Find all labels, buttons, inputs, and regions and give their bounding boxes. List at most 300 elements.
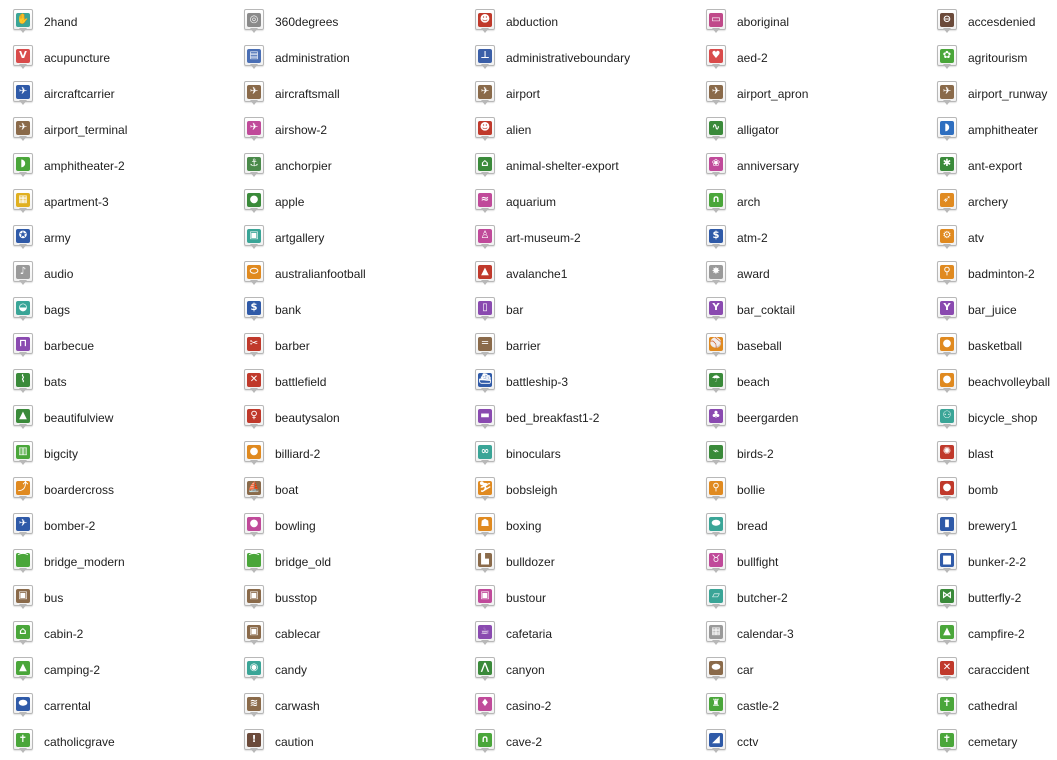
icon-item[interactable]	[693, 220, 924, 256]
pin-tail	[19, 64, 27, 69]
icon-item[interactable]	[0, 184, 231, 220]
icon-item[interactable]	[0, 580, 231, 616]
pin-face	[937, 477, 957, 498]
pin-face	[475, 297, 495, 318]
icon-item[interactable]	[0, 436, 231, 472]
pin-face	[706, 45, 726, 66]
pin-glyph: ▲	[16, 661, 30, 675]
icon-item[interactable]	[462, 148, 693, 184]
icon-item[interactable]	[0, 220, 231, 256]
pin-glyph: ⋈	[942, 589, 952, 601]
badminton-2-icon	[937, 261, 957, 287]
icon-item[interactable]	[924, 40, 1057, 76]
pin-glyph: ♦	[478, 697, 492, 711]
icon-item[interactable]	[0, 112, 231, 148]
icon-label: boardercross	[44, 483, 115, 497]
icon-label: atm-2	[737, 231, 768, 245]
pin-glyph: ❀	[709, 157, 723, 171]
pin-face	[706, 729, 726, 750]
icon-item[interactable]	[231, 364, 462, 400]
pin-glyph: ▣	[478, 589, 492, 603]
pin-tail	[481, 352, 489, 357]
pin-face	[937, 297, 957, 318]
pin-glyph: ⛵	[247, 481, 261, 493]
pin-face	[706, 81, 726, 102]
icon-item[interactable]	[924, 76, 1057, 112]
icon-item[interactable]	[924, 724, 1057, 760]
icon-item[interactable]	[0, 508, 231, 544]
pin-tail	[712, 568, 720, 573]
pin-glyph: ☻	[479, 13, 491, 25]
icon-item[interactable]	[693, 292, 924, 328]
icon-item[interactable]	[693, 436, 924, 472]
icon-item[interactable]	[231, 436, 462, 472]
bollie-icon	[706, 477, 726, 503]
pin-glyph: ♜	[709, 697, 723, 711]
icon-item[interactable]	[462, 292, 693, 328]
pin-tail	[943, 172, 951, 177]
canyon-icon	[475, 657, 495, 683]
icon-item[interactable]	[924, 544, 1057, 580]
icon-item[interactable]	[231, 508, 462, 544]
icon-item[interactable]	[462, 112, 693, 148]
icon-item[interactable]	[231, 4, 462, 40]
pin-face	[244, 549, 264, 570]
pin-tail	[712, 316, 720, 321]
pin-face	[244, 477, 264, 498]
icon-item[interactable]	[693, 652, 924, 688]
pin-face	[475, 261, 495, 282]
pin-face	[937, 405, 957, 426]
icon-item[interactable]	[462, 4, 693, 40]
icon-item[interactable]	[0, 652, 231, 688]
pin-glyph: ⋀	[478, 661, 492, 675]
icon-label: bats	[44, 375, 67, 389]
icon-item[interactable]	[693, 472, 924, 508]
icon-item[interactable]	[462, 184, 693, 220]
pin-glyph: ✈	[247, 85, 261, 99]
archery-icon	[937, 189, 957, 215]
pin-face	[244, 729, 264, 750]
pin-face	[13, 549, 33, 570]
icon-label: beautysalon	[275, 411, 340, 425]
icon-item[interactable]	[0, 688, 231, 724]
icon-label: cafetaria	[506, 627, 553, 641]
pin-face	[706, 153, 726, 174]
pin-glyph: Y	[940, 301, 954, 315]
pin-glyph: ∩	[478, 733, 492, 747]
pin-face	[706, 585, 726, 606]
pin-glyph: $	[247, 301, 261, 315]
barber-icon	[244, 333, 264, 359]
icon-item[interactable]	[462, 724, 693, 760]
pin-tail	[943, 136, 951, 141]
icon-label: 360degrees	[275, 15, 339, 29]
icon-item[interactable]	[462, 364, 693, 400]
pin-tail	[19, 604, 27, 609]
pin-glyph: ≈	[478, 193, 492, 207]
icon-label: badminton-2	[968, 267, 1035, 281]
icon-item[interactable]	[924, 4, 1057, 40]
carwash-icon	[244, 693, 264, 719]
icon-label: administration	[275, 51, 350, 65]
pin-tail	[712, 28, 720, 33]
pin-glyph: ▣	[247, 589, 261, 603]
pin-glyph: ✈	[16, 85, 30, 99]
pin-face	[13, 333, 33, 354]
pin-face	[13, 117, 33, 138]
icon-item[interactable]	[693, 148, 924, 184]
pin-tail	[712, 172, 720, 177]
icon-item[interactable]	[231, 724, 462, 760]
icon-item[interactable]	[924, 112, 1057, 148]
icon-item[interactable]	[924, 184, 1057, 220]
icon-item[interactable]	[693, 616, 924, 652]
icon-label: blast	[968, 447, 994, 461]
pin-face	[244, 117, 264, 138]
icon-label: butterfly-2	[968, 591, 1022, 605]
icon-item[interactable]	[693, 724, 924, 760]
icon-item[interactable]	[0, 616, 231, 652]
pin-glyph: ▦	[16, 193, 30, 207]
icon-item[interactable]	[693, 364, 924, 400]
icon-item[interactable]	[693, 256, 924, 292]
icon-label: acupuncture	[44, 51, 111, 65]
pin-tail	[943, 424, 951, 429]
pin-face	[706, 513, 726, 534]
pin-glyph: ▮	[940, 517, 954, 531]
pin-face	[13, 45, 33, 66]
pin-glyph: ▥	[16, 445, 30, 459]
icon-label: battleship-3	[506, 375, 569, 389]
icon-label: atv	[968, 231, 985, 245]
pin-face	[937, 81, 957, 102]
icon-item[interactable]	[231, 220, 462, 256]
pin-glyph: ♣	[709, 409, 723, 423]
icon-item[interactable]	[924, 652, 1057, 688]
pin-face	[13, 513, 33, 534]
pin-face	[475, 189, 495, 210]
icon-item[interactable]	[693, 508, 924, 544]
atv-icon	[937, 225, 957, 251]
pin-tail	[481, 172, 489, 177]
icon-item[interactable]	[462, 616, 693, 652]
pin-face	[244, 189, 264, 210]
pin-glyph: ✝	[16, 733, 30, 747]
pin-glyph: ♥	[709, 49, 723, 63]
carrental-icon	[13, 693, 33, 719]
pin-tail	[250, 640, 258, 645]
icon-label: animal-shelter-export	[506, 159, 619, 173]
agritourism-icon	[937, 45, 957, 71]
icon-item[interactable]	[231, 616, 462, 652]
pin-face	[475, 549, 495, 570]
cctv-icon	[706, 729, 726, 755]
pin-glyph: ◒	[16, 301, 30, 315]
pin-tail	[481, 712, 489, 717]
abduction-icon	[475, 9, 495, 35]
icon-label: canyon	[506, 663, 545, 677]
icon-item[interactable]	[0, 724, 231, 760]
icon-item[interactable]	[693, 4, 924, 40]
icon-item[interactable]	[924, 148, 1057, 184]
pin-glyph: ▲	[478, 265, 492, 279]
pin-glyph: ✿	[940, 49, 954, 63]
icon-label: beach	[737, 375, 770, 389]
bar_juice-icon	[937, 297, 957, 323]
icon-item[interactable]	[462, 220, 693, 256]
pin-tail	[19, 676, 27, 681]
icon-item[interactable]	[231, 112, 462, 148]
icon-item[interactable]	[231, 580, 462, 616]
pin-tail	[943, 244, 951, 249]
icon-label: avalanche1	[506, 267, 568, 281]
anniversary-icon	[706, 153, 726, 179]
pin-glyph: ▭	[709, 13, 723, 27]
icon-item[interactable]	[693, 76, 924, 112]
pin-glyph: ✱	[940, 157, 954, 171]
pin-face	[937, 369, 957, 390]
pin-face	[13, 225, 33, 246]
pin-glyph: ⌂	[16, 625, 30, 639]
icon-label: bread	[737, 519, 768, 533]
pin-tail	[943, 676, 951, 681]
pin-glyph: ✈	[940, 85, 954, 99]
icon-item[interactable]	[462, 544, 693, 580]
icon-item[interactable]	[924, 508, 1057, 544]
pin-tail	[19, 280, 27, 285]
pin-tail	[943, 352, 951, 357]
icon-item[interactable]	[924, 688, 1057, 724]
pin-glyph: ✺	[940, 445, 954, 459]
pin-glyph: ▲	[940, 625, 954, 639]
icon-item[interactable]	[462, 328, 693, 364]
icon-item[interactable]	[924, 400, 1057, 436]
atm-2-icon	[706, 225, 726, 251]
pin-glyph: ⚇	[940, 409, 954, 423]
pin-tail	[712, 712, 720, 717]
icon-label: boat	[275, 483, 299, 497]
icon-item[interactable]	[231, 544, 462, 580]
icon-item[interactable]	[0, 40, 231, 76]
pin-face	[13, 81, 33, 102]
icon-label: apple	[275, 195, 305, 209]
icon-item[interactable]	[693, 112, 924, 148]
aboriginal-icon	[706, 9, 726, 35]
pin-glyph: ✝	[940, 733, 954, 747]
pin-glyph: ⤴	[18, 481, 28, 493]
calendar-3-icon	[706, 621, 726, 647]
icon-item[interactable]	[0, 328, 231, 364]
bank-icon	[244, 297, 264, 323]
icon-item[interactable]	[693, 328, 924, 364]
pin-tail	[250, 352, 258, 357]
pin-tail	[712, 208, 720, 213]
pin-glyph: ✕	[940, 661, 954, 675]
pin-tail	[943, 64, 951, 69]
icon-item[interactable]	[693, 40, 924, 76]
pin-glyph: ▲	[16, 409, 30, 423]
icon-item[interactable]	[924, 580, 1057, 616]
pin-glyph: ♙	[478, 229, 492, 243]
icon-item[interactable]	[231, 256, 462, 292]
pin-face	[475, 657, 495, 678]
icon-label: administrativeboundary	[506, 51, 631, 65]
pin-tail	[712, 244, 720, 249]
icon-label: ant-export	[968, 159, 1023, 173]
icon-label: car	[737, 663, 754, 677]
icon-item[interactable]	[462, 76, 693, 112]
australianfootball-icon	[244, 261, 264, 287]
candy-icon	[244, 657, 264, 683]
icon-item[interactable]	[462, 472, 693, 508]
pin-face	[244, 225, 264, 246]
icon-item[interactable]	[462, 508, 693, 544]
pin-tail	[481, 640, 489, 645]
icon-label: anchorpier	[275, 159, 332, 173]
administrativeboundary-icon	[475, 45, 495, 71]
icon-item[interactable]	[693, 688, 924, 724]
icon-item[interactable]	[0, 76, 231, 112]
cave-2-icon	[475, 729, 495, 755]
icon-item[interactable]	[0, 4, 231, 40]
pin-tail	[481, 424, 489, 429]
alligator-icon	[706, 117, 726, 143]
pin-glyph: ∿	[709, 121, 723, 135]
beergarden-icon	[706, 405, 726, 431]
icon-label: arch	[737, 195, 761, 209]
icon-item[interactable]	[924, 616, 1057, 652]
icon-item[interactable]	[231, 688, 462, 724]
artgallery-icon	[244, 225, 264, 251]
cafetaria-icon	[475, 621, 495, 647]
pin-face	[937, 189, 957, 210]
bar_coktail-icon	[706, 297, 726, 323]
icon-label: alligator	[737, 123, 780, 137]
amphitheater-2-icon	[13, 153, 33, 179]
pin-glyph: ✸	[709, 265, 723, 279]
icon-item[interactable]	[231, 400, 462, 436]
pin-glyph: ⌒	[18, 553, 28, 565]
icon-item[interactable]	[231, 292, 462, 328]
icon-item[interactable]	[462, 580, 693, 616]
pin-face	[937, 729, 957, 750]
pin-glyph: ⬬	[709, 661, 723, 675]
audio-icon	[13, 261, 33, 287]
icon-item[interactable]	[924, 364, 1057, 400]
pin-face	[937, 693, 957, 714]
pin-tail	[943, 28, 951, 33]
pin-face	[475, 405, 495, 426]
pin-tail	[712, 748, 720, 753]
pin-glyph: ⌇	[16, 373, 30, 387]
pin-face	[13, 369, 33, 390]
airport_runway-icon	[937, 81, 957, 107]
icon-label: airport_runway	[968, 87, 1048, 101]
icon-label: beachvolleyball	[968, 375, 1051, 389]
pin-face	[706, 369, 726, 390]
pin-face	[13, 657, 33, 678]
pin-glyph: ◎	[247, 13, 261, 27]
pin-face	[937, 153, 957, 174]
icon-item[interactable]	[231, 148, 462, 184]
icon-item[interactable]	[693, 184, 924, 220]
apartment-3-icon	[13, 189, 33, 215]
icon-item[interactable]	[231, 40, 462, 76]
alien-icon	[475, 117, 495, 143]
icon-item[interactable]	[924, 472, 1057, 508]
icon-item[interactable]	[0, 544, 231, 580]
anchorpier-icon	[244, 153, 264, 179]
icon-item[interactable]	[462, 688, 693, 724]
icon-item[interactable]	[231, 472, 462, 508]
pin-tail	[943, 496, 951, 501]
icon-item[interactable]	[462, 400, 693, 436]
icon-item[interactable]	[924, 256, 1057, 292]
icon-item[interactable]	[693, 580, 924, 616]
pin-tail	[250, 172, 258, 177]
icon-item[interactable]	[924, 292, 1057, 328]
pin-face	[475, 441, 495, 462]
pin-glyph: ✋	[16, 13, 30, 25]
pin-tail	[19, 748, 27, 753]
icon-item[interactable]	[0, 364, 231, 400]
pin-tail	[481, 316, 489, 321]
icon-item[interactable]	[462, 40, 693, 76]
aed-2-icon	[706, 45, 726, 71]
pin-glyph: ☕	[478, 625, 492, 639]
icon-item[interactable]	[462, 436, 693, 472]
pin-face	[475, 225, 495, 246]
icon-label: barber	[275, 339, 310, 353]
pin-tail	[481, 532, 489, 537]
icon-label: airport	[506, 87, 541, 101]
icon-item[interactable]	[462, 256, 693, 292]
pin-tail	[250, 316, 258, 321]
icon-item[interactable]	[231, 184, 462, 220]
pin-glyph: Y	[709, 301, 723, 315]
icon-item[interactable]	[462, 652, 693, 688]
pin-face	[706, 117, 726, 138]
pin-face	[706, 225, 726, 246]
icon-item[interactable]	[0, 472, 231, 508]
icon-label: catholicgrave	[44, 735, 115, 749]
icon-item[interactable]	[231, 76, 462, 112]
icon-item[interactable]	[0, 400, 231, 436]
icon-label: carrental	[44, 699, 91, 713]
pin-face	[244, 513, 264, 534]
pin-glyph: ☗	[478, 517, 492, 531]
pin-tail	[481, 676, 489, 681]
icon-item[interactable]	[231, 652, 462, 688]
icon-label: casino-2	[506, 699, 552, 713]
icon-item[interactable]	[0, 256, 231, 292]
icon-item[interactable]	[693, 544, 924, 580]
icon-item[interactable]	[924, 436, 1057, 472]
pin-tail	[943, 280, 951, 285]
icon-label: bar_coktail	[737, 303, 796, 317]
icon-item[interactable]	[924, 328, 1057, 364]
icon-item[interactable]	[231, 328, 462, 364]
icon-label: aircraftsmall	[275, 87, 340, 101]
pin-face	[706, 477, 726, 498]
icon-item[interactable]	[693, 400, 924, 436]
icon-label: caraccident	[968, 663, 1030, 677]
icon-item[interactable]	[0, 148, 231, 184]
icon-item[interactable]	[0, 292, 231, 328]
pin-tail	[943, 532, 951, 537]
icon-item[interactable]	[924, 220, 1057, 256]
